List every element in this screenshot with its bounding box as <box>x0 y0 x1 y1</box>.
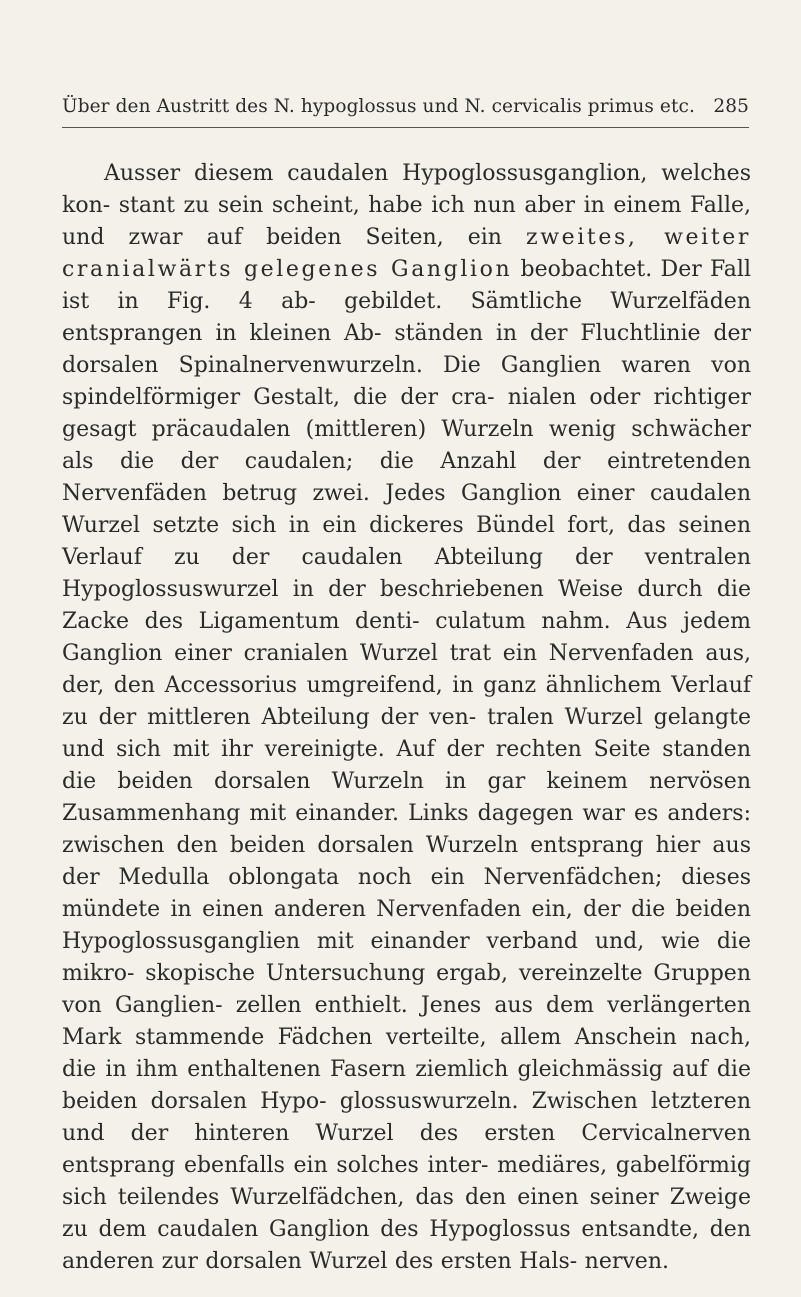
header-rule <box>62 127 749 128</box>
paragraph-text-rest: beobachtet. Der Fall ist in Fig. 4 ab- gebildet. Sämtliche Wurzelfäden entsprangen in kleinen Ab- ständen in der Fluchtlinie der dorsalen Spinalnervenwurzeln. Die Ganglien waren von spindelförmiger Gestalt, die der cra- nialen oder richtiger gesagt präcaudalen (mittleren) Wurzeln wenig schwächer als die der caudalen; die Anzahl der eintretenden Nervenfäden betrug zwei. Jedes Ganglion einer caudalen Wurzel setzte sich in ein dickeres Bündel fort, das seinen Verlauf zu der caudalen Abteilung der ventralen Hypoglossuswurzel in der beschriebenen Weise durch die Zacke des Ligamentum denti- culatum nahm. Aus jedem Ganglion einer cranialen Wurzel trat ein Nervenfaden aus, der, den Accessorius umgreifend, in ganz ähnlichem Verlauf zu der mittleren Abteilung der ven- tralen Wurzel gelangte und sich mit ihr vereinigte. Auf der rechten Seite standen die beiden dorsalen Wurzeln in gar keinem nervösen Zusammenhang mit einander. Links dagegen war es anders: zwischen den beiden dorsalen Wurzeln entsprang hier aus der Medulla oblongata noch ein Nervenfädchen; dieses mündete in einen anderen Nervenfaden ein, der die beiden Hypoglossusganglien mit einander verband und, wie die mikro- skopische Untersuchung ergab, vereinzelte Gruppen von Ganglien- zellen enthielt. Jenes aus dem verlängerten Mark stammende Fädchen verteilte, allem Anschein nach, die in ihm enthaltenen Fasern ziemlich gleichmässig auf die beiden dorsalen Hypo- glossuswurzeln. Zwischen letzteren und der hinteren Wurzel des ersten Cervicalnerven entsprang ebenfalls ein solches inter- mediäres, gabelförmig sich teilendes Wurzelfädchen, das den einen seiner Zweige zu dem caudalen Ganglion des Hypoglossus entsandte, den anderen zur dorsalen Wurzel des ersten Hals- nerven. <box>62 257 751 1274</box>
body-text <box>62 158 751 1278</box>
paragraph-text-start: Ausser diesem caudalen Hypoglossusganglion, welches kon- stant zu sein scheint, habe ich nun aber in einem Falle, und zwar auf beiden Seiten, ein <box>62 161 751 250</box>
paragraph-emphasis: zweites, weiter cranialwärts gelegenes Ganglion <box>62 225 751 282</box>
paragraph <box>62 158 751 1278</box>
running-head-title: Über den Austritt des N. hypoglossus und N. cervicalis primus etc. <box>62 96 695 117</box>
running-head <box>62 96 749 126</box>
page-number: 285 <box>713 96 749 117</box>
